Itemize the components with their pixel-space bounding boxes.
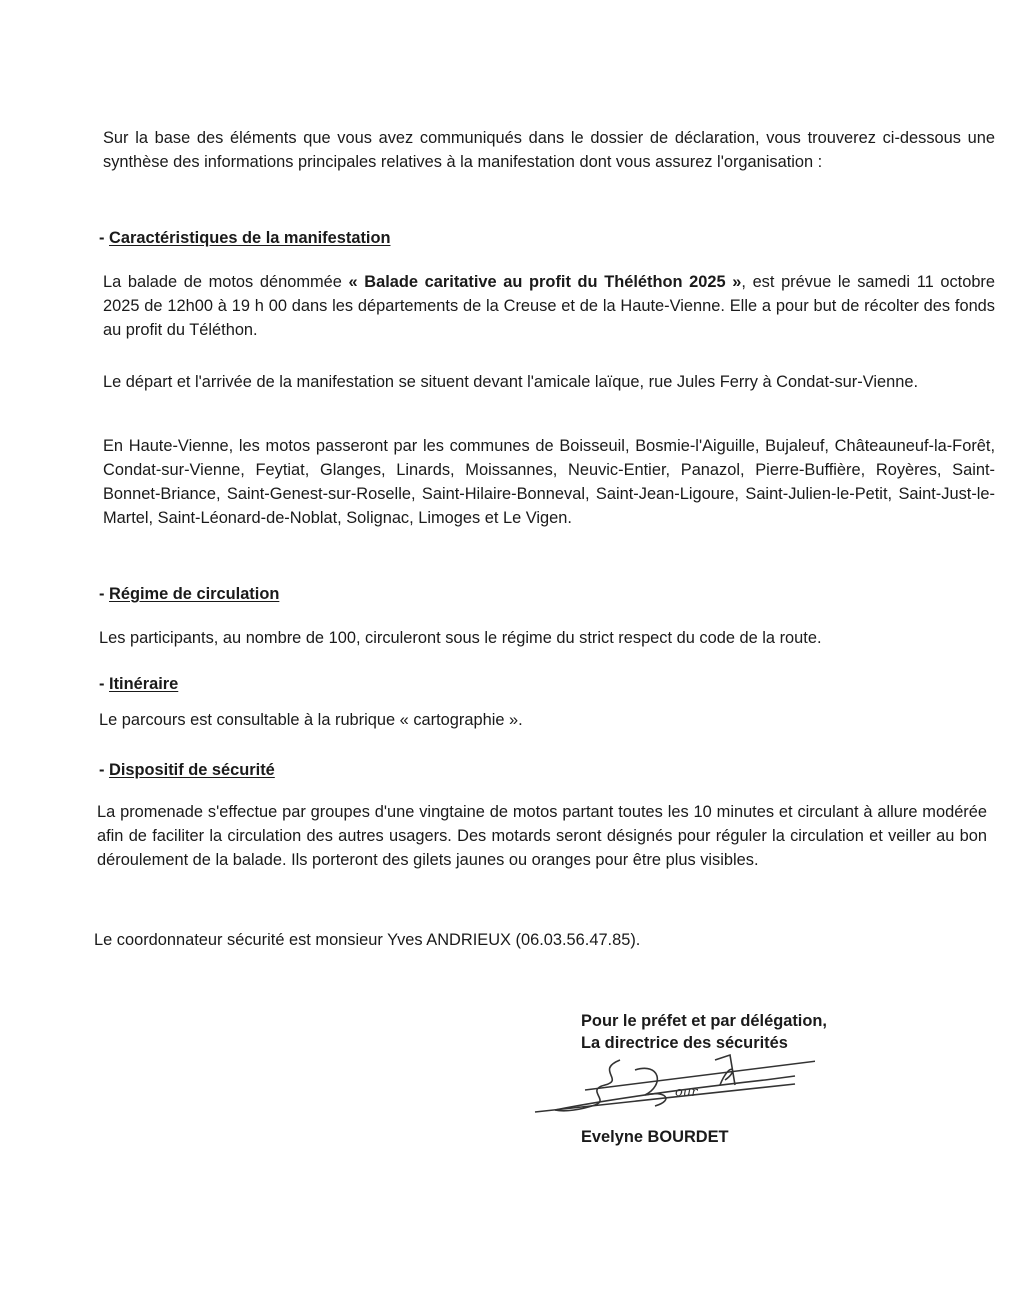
event-name: « Balade caritative au profit du Théléthon 2025 » xyxy=(348,273,742,291)
communes-paragraph: En Haute-Vienne, les motos passeront par les communes de Boisseuil, Bosmie-l'Aiguille, Bujaleuf, Châteauneuf-la-Forêt, Condat-sur-Vienne, Feytiat, Glanges, Linards, Moissannes, Neuvic-Entier, Panazol, Pierre-Buffière, Royères, Saint-Bonnet-Briance, Saint-Genest-sur-Roselle, Saint-Hilaire-Bonneval, Saint-Jean-Ligoure, Saint-Julien-le-Petit, Saint-Just-le-Martel, Saint-Léonard-de-Noblat, Solignac, Limoges et Le Vigen. xyxy=(103,437,995,527)
heading-title: Itinéraire xyxy=(109,675,179,693)
coordinator-paragraph: Le coordonnateur sécurité est monsieur Yves ANDRIEUX (06.03.56.47.85). xyxy=(94,931,641,949)
heading-securite xyxy=(99,758,275,782)
event-description xyxy=(103,270,995,342)
itineraire-paragraph: Le parcours est consultable à la rubrique « cartographie ». xyxy=(99,711,523,729)
svg-text:our: our xyxy=(675,1085,698,1100)
regime-paragraph: Les participants, au nombre de 100, circuleront sous le régime du strict respect du code de la route. xyxy=(99,629,822,647)
text: , est prévue le samedi 11 octobre 2025 de 12h00 à 19 h 00 dans les départements de la Creuse et de la Haute-Vienne. Elle a pour but de récolter des fonds au profit du Téléthon. xyxy=(103,273,996,339)
heading-prefix: - xyxy=(99,761,110,779)
heading-title: Caractéristiques de la manifestation xyxy=(109,229,391,247)
heading-itineraire xyxy=(99,672,178,696)
heading-regime xyxy=(99,582,279,606)
heading-prefix: - xyxy=(99,675,110,693)
heading-prefix: - xyxy=(99,585,110,603)
heading-prefix: - xyxy=(99,229,110,247)
handwritten-signature xyxy=(525,1040,815,1120)
intro-paragraph: Sur la base des éléments que vous avez communiqués dans le dossier de déclaration, vous trouverez ci-dessous une synthèse des informations principales relatives à la manifestation dont vous assurez l'organisation : xyxy=(103,129,995,171)
signatory-name: Evelyne BOURDET xyxy=(581,1128,729,1146)
heading-title: Régime de circulation xyxy=(109,585,280,603)
heading-caracteristiques xyxy=(99,226,390,250)
signature-line1: Pour le préfet et par délégation, xyxy=(581,1012,827,1030)
text: La balade de motos dénommée xyxy=(103,273,349,291)
signature-line2: La directrice des sécurités xyxy=(581,1034,788,1052)
securite-paragraph: La promenade s'effectue par groupes d'une vingtaine de motos partant toutes les 10 minutes et circulant à allure modérée afin de faciliter la circulation des autres usagers. Des motards seront désignés pour réguler la circulation et veiller au bon déroulement de la balade. Ils porteront des gilets jaunes ou oranges pour être plus visibles. xyxy=(97,803,987,869)
heading-title: Dispositif de sécurité xyxy=(109,761,275,779)
departure-paragraph: Le départ et l'arrivée de la manifestation se situent devant l'amicale laïque, rue Jules Ferry à Condat-sur-Vienne. xyxy=(103,373,919,391)
